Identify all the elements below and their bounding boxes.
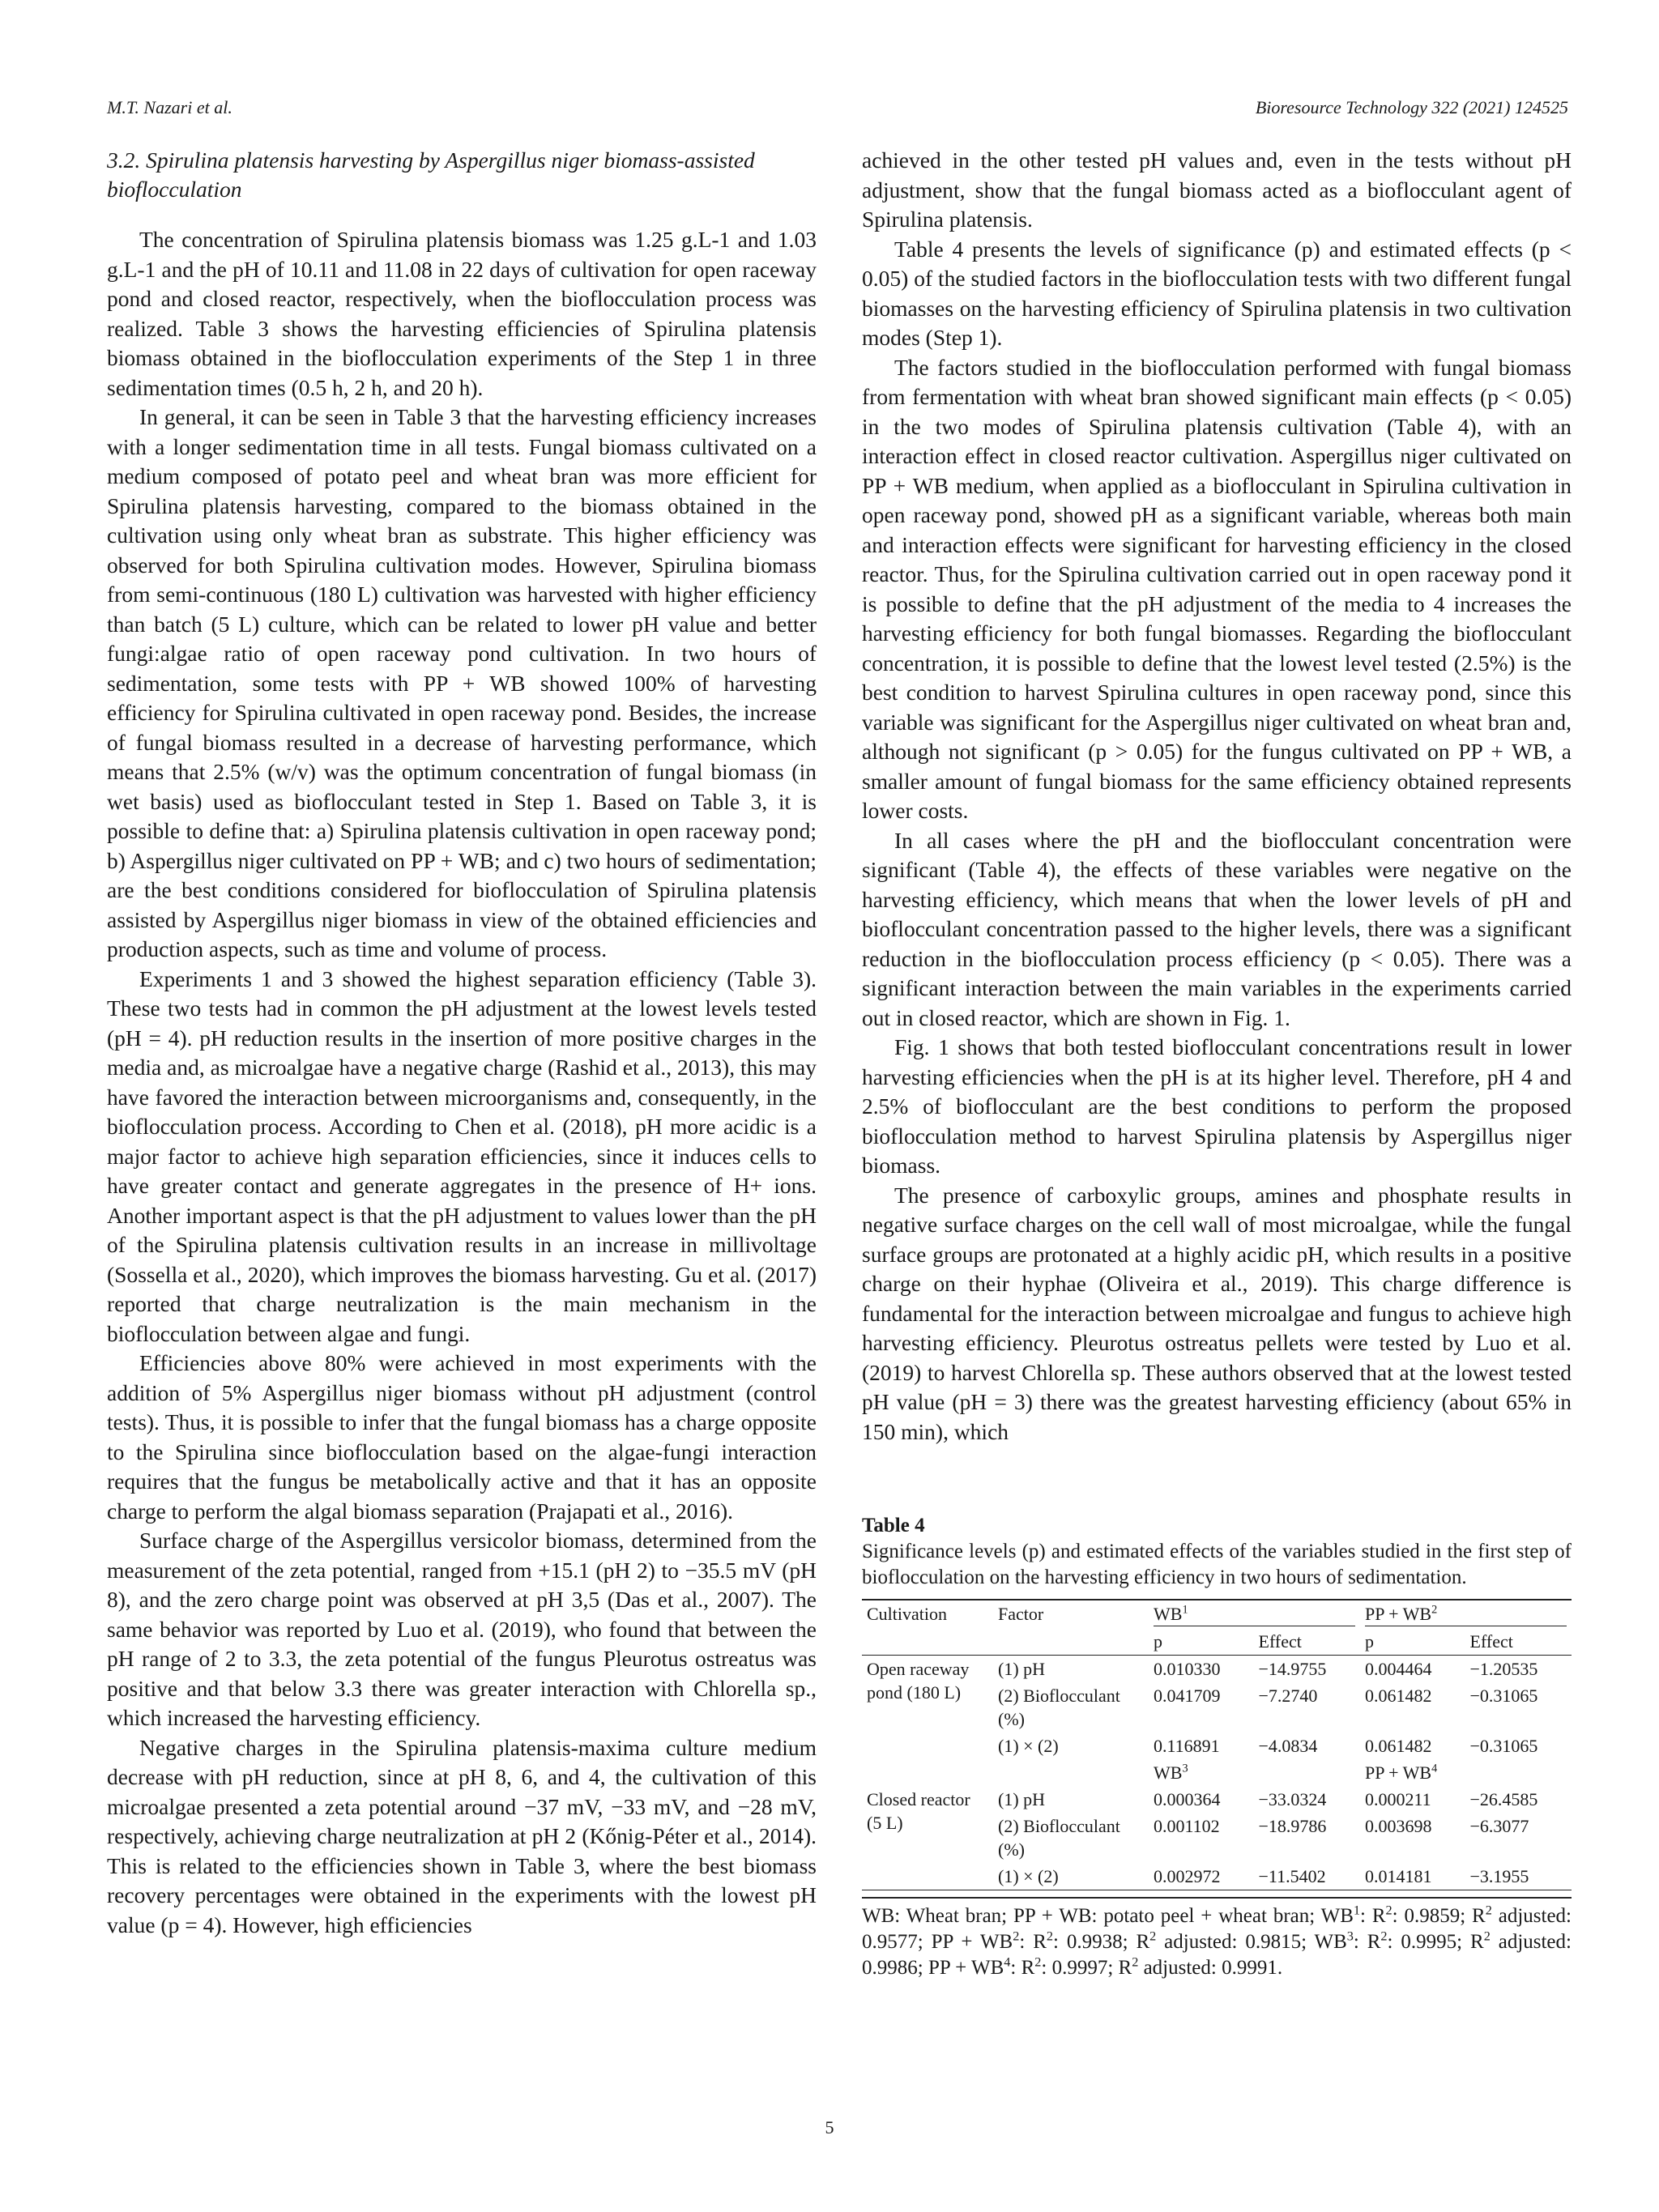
th-wb3: $WB^3$ [1154,1762,1188,1783]
cell-p-wb: 0.041709 [1154,1686,1221,1706]
cell-cultivation: Closed reactor (5 L) [867,1789,970,1833]
right-paragraph-6: The presence of carboxylic groups, amines and phosphate results in negative surface charges on the cell wall of most microalgae, while the fungal surface groups are protonated at a highly acidic pH, which results in a positive charge on their hyphae (Oliveira et al., 2019). This charge difference is fundamental for the interaction between microalgae and fungus to achieve high harvesting efficiency. Pleurotus ostreatus pellets were tested by Luo et al. (2019) to harvest Chlorella sp. These authors observed that at the lowest tested pH value (pH = 3) there was the greatest harvesting efficiency (about 65% in 150 min), which [862,1182,1572,1444]
cell-p-ppwb: 0.061482 [1364,1736,1432,1756]
cell-effect-wb: −18.9786 [1258,1816,1327,1836]
running-head-authors: M.T. Nazari et al. [107,97,232,117]
th-effect-1: Effect [1254,1628,1360,1656]
cell-effect-ppwb: −26.4585 [1469,1789,1538,1809]
cell-effect-ppwb: −6.3077 [1469,1816,1529,1836]
cell-cultivation [862,1863,993,1890]
right-paragraph-3: The factors studied in the bioflocculation performed with fungal biomass from fermentation with wheat bran showed significant main effects (p < 0.05) in the two modes of Spirulina platensis cultivation (Table 4), with an interaction effect in closed reactor cultivation. Aspergillus niger cultivated on PP + WB medium, when applied as a bioflocculant in Spirulina cultivation in open raceway pond, showed pH as a significant variable, whereas both main and interaction effects were significant for harvesting efficiency in the closed reactor. Thus, for the Spirulina cultivation carried out in open raceway pond it is possible to define that the pH adjustment of the media to 4 increases the harvesting efficiency for both fungal biomasses. Regarding the bioflocculant concentration, it is possible to define that the lowest level tested (2.5%) is the best condition to harvest Spirulina cultures in open raceway pond, since this variable was significant for the Aspergillus niger cultivated on wheat bran and, although not significant (p > 0.05) for the fungus cultivated on PP + WB, a smaller amount of fungal biomass for the same efficiency obtained represents lower costs. [862,354,1572,823]
table-subheader-row [862,1759,1572,1786]
cell-cultivation: Open raceway pond (180 L) [867,1659,970,1703]
table-4-body [862,1656,1572,1890]
cell-factor: (2) Bioflocculant (%) [998,1816,1120,1860]
cell-factor: (1) × (2) [998,1736,1059,1756]
right-paragraph-4: In all cases where the pH and the bioflocculant concentration were significant (Table 4), the effects of these variables were negative on the harvesting efficiency, which means that when the lower levels of pH and bioflocculant concentration passed to the higher levels, there was a significant reduction in the bioflocculation process efficiency (p < 0.05). There was a significant interaction between the main variables in the experiments carried out in closed reactor, which are shown in Fig. 1. [862,827,1572,1030]
left-paragraph-5: Surface charge of the Aspergillus versicolor biomass, determined from the measurement of the zeta potential, ranged from +15.1 (pH 2) to −35.5 mV (pH 8), and the zero charge point was observed at pH 3,5 (Das et al., 2007). The same behavior was reported by Luo et al. (2019), who found that between the pH range of 2 to 3.3, the zeta potential of the fungus Pleurotus ostreatus was positive and that below 3.3 there was greater interaction with Chlorella sp., which increased the harvesting efficiency. [107,1528,817,1730]
th-p-1: p [1149,1628,1254,1656]
th-wb1: $WB^1$ [1149,1600,1360,1628]
cell-p-wb: 0.010330 [1154,1659,1221,1679]
table-caption: Significance levels (p) and estimated effects of the variables studied in the first step of bioflocculation on the harvesting efficiency in two hours of sedimentation. [862,1541,1572,1588]
cell-effect-wb: −33.0324 [1258,1789,1327,1809]
page-number: 5 [825,2117,834,2137]
th-p-2: p [1360,1628,1465,1656]
section-title: 3.2. Spirulina platensis harvesting by Aspergillus niger biomass-assisted bioflocculation [107,147,755,202]
left-paragraph-1: The concentration of Spirulina platensis biomass was 1.25 g.L-1 and 1.03 g.L-1 and the pH of 10.11 and 11.08 in 22 days of cultivation for open raceway pond and closed reactor, respectively, when the bioflocculation process was realized. Table 3 shows the harvesting efficiencies of Spirulina platensis biomass obtained in the bioflocculation experiments of the Step 1 in three sedimentation times (0.5 h, 2 h, and 20 h). [107,227,817,400]
cell-p-ppwb: 0.061482 [1364,1686,1432,1706]
th-cultivation: Cultivation [862,1600,993,1628]
right-paragraph-1: achieved in the other tested pH values and, even in the tests without pH adjustment, show that the fungal biomass acted as a bioflocculant agent of Spirulina platensis. [862,147,1572,232]
right-paragraph-5: Fig. 1 shows that both tested bioflocculant concentrations result in lower harvesting efficiencies when the pH is at its higher level. Therefore, pH 4 and 2.5% of bioflocculant are the best conditions to perform the proposed bioflocculation method to harvest Spirulina platensis by Aspergillus niger biomass. [862,1034,1572,1178]
cell-factor: (2) Bioflocculant (%) [998,1686,1120,1729]
cell-effect-wb: −7.2740 [1258,1686,1318,1706]
cell-p-wb: 0.002972 [1149,1863,1254,1890]
left-column-body [107,225,817,1940]
cell-effect-wb: −14.9755 [1258,1659,1327,1679]
cell-effect-wb: −11.5402 [1254,1863,1360,1890]
cell-p-wb: 0.116891 [1154,1736,1220,1756]
right-column [862,146,1572,1447]
cell-effect-wb: −4.0834 [1258,1736,1318,1756]
cell-p-ppwb: 0.014181 [1360,1863,1465,1890]
table-row [862,1733,1572,1759]
cell-p-wb: 0.001102 [1154,1816,1220,1836]
table-4 [862,1515,1572,1981]
running-head-journal: Bioresource Technology 322 (2021) 124525 [1255,97,1568,117]
cell-cultivation [862,1733,993,1759]
left-paragraph-3: Experiments 1 and 3 showed the highest separation efficiency (Table 3). These two tests had in common the pH adjustment at the lowest levels tested (pH = 4). pH reduction results in the insertion of more positive charges in the media and, as microalgae have a negative charge (Rashid et al., 2013), this may have favored the interaction between microorganisms and, consequently, in the bioflocculation process. According to Chen et al. (2018), pH more acidic is a major factor to achieve high separation efficiencies, since it induces cells to have greater contact and generate aggregates in the presence of H+ ions. Another important aspect is that the pH adjustment to values lower than the pH of the Spirulina platensis cultivation results in an increase in millivoltage (Sossella et al., 2020), which improves the biomass harvesting. Gu et al. (2017) reported that charge neutralization is the main mechanism in the bioflocculation between algae and fungi. [107,965,817,1346]
cell-factor: (1) × (2) [993,1863,1149,1890]
left-column [107,146,817,1940]
cell-p-ppwb: 0.004464 [1364,1659,1432,1679]
cell-effect-ppwb: −0.31065 [1469,1686,1538,1706]
cell-p-ppwb: 0.000211 [1364,1789,1431,1809]
right-paragraph-2: Table 4 presents the levels of significance (p) and estimated effects (p < 0.05) of the studied factors in the bioflocculation tests with two different fungal biomasses on the harvesting efficiency of Spirulina platensis in two cultivation modes (Step 1). [862,236,1572,350]
cell-effect-ppwb: −3.1955 [1465,1863,1572,1890]
table-footnote: WB: Wheat bran; PP + WB: potato peel + wheat bran; $WB^1$: $R^2$: 0.9859; $R^2$ adjusted: 0.9577; PP + $WB^2$: $R^2$: 0.9938; $R^2$ adjusted: 0.9815; $WB^3$: $R^2$: 0.9995; $R^2$ adjusted: 0.9986; PP + $WB^4$: $R^2$: 0.9997; $R^2$ adjusted: 0.9991. [862,1897,1572,1981]
cell-p-wb: 0.000364 [1154,1789,1221,1809]
table-row [862,1786,1572,1813]
cell-effect-ppwb: −0.31065 [1469,1736,1538,1756]
table-row [862,1656,1572,1683]
cell-effect-ppwb: −1.20535 [1469,1659,1538,1679]
table-4-grid [862,1599,1572,1890]
right-column-body [862,146,1572,1447]
cell-p-ppwb: 0.003698 [1364,1816,1432,1836]
left-paragraph-4: Efficiencies above 80% were achieved in most experiments with the addition of 5% Aspergillus niger biomass without pH adjustment (control tests). Thus, it is possible to infer that the fungal biomass has a charge opposite to the Spirulina since bioflocculation based on the algae-fungi interaction requires that the fungus be metabolically active and that it has an opposite charge to perform the algal biomass separation (Prajapati et al., 2016). [107,1350,817,1524]
th-ppwb4: PP + $WB^4$ [1364,1762,1438,1783]
cell-factor: (1) pH [998,1659,1046,1679]
cell-factor: (1) pH [998,1789,1046,1809]
table-row [862,1863,1572,1890]
table-label: Table 4 [862,1515,925,1536]
left-paragraph-6: Negative charges in the Spirulina platensis-maxima culture medium decrease with pH reduction, since at pH 8, 6, and 4, the cultivation of this microalgae presented a zeta potential around −37 mV, −33 mV, and −28 mV, respectively, achieving charge neutralization at pH 2 (Kőnig-Péter et al., 2014). This is related to the efficiencies shown in Table 3, where the best biomass recovery percentages were obtained in the experiments with the lowest pH value (p = 4). However, high efficiencies [107,1734,817,1937]
th-ppwb2: PP + $WB^2$ [1360,1600,1572,1628]
th-effect-2: Effect [1465,1628,1572,1656]
th-factor: Factor [993,1600,1149,1628]
left-paragraph-2: In general, it can be seen in Table 3 that the harvesting efficiency increases with a longer sedimentation time in all tests. Fungal biomass cultivated on a medium composed of potato peel and wheat bran was more efficient for Spirulina platensis harvesting, compared to the biomass obtained in the cultivation using only wheat bran as substrate. This higher efficiency was observed for both Spirulina cultivation modes. However, Spirulina biomass from semi-continuous (180 L) cultivation was harvested with higher efficiency than batch (5 L) culture, which can be related to lower pH value and better fungi:algae ratio of open raceway pond cultivation. In two hours of sedimentation, some tests with PP + WB showed 100% of harvesting efficiency for Spirulina cultivated in open raceway pond. Besides, the increase of fungal biomass resulted in a decrease of harvesting performance, which means that 2.5% (w/v) was the optimum concentration of fungal biomass (in wet basis) used as bioflocculant tested in Step 1. Based on Table 3, it is possible to define that: a) Spirulina platensis cultivation in open raceway pond; b) Aspergillus niger cultivated on PP + WB; and c) two hours of sedimentation; are the best conditions considered for bioflocculation of Spirulina platensis assisted by Aspergillus niger biomass in view of the obtained efficiencies and production aspects, such as time and volume of process. [107,404,817,961]
